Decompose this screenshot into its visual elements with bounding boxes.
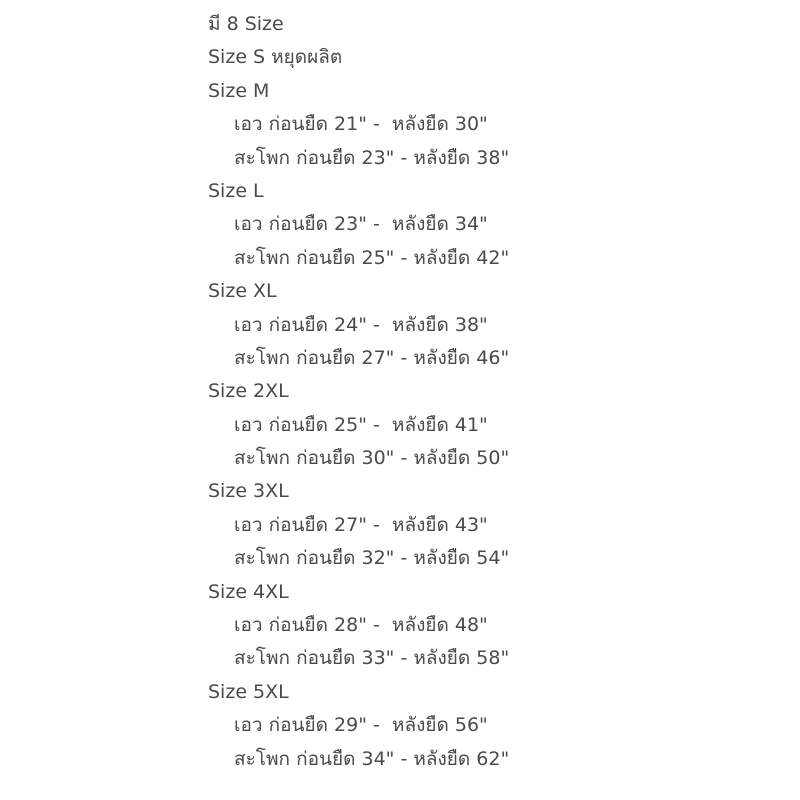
hip-measurement: สะโพก ก่อนยืด 32" - หลังยืด 54" [234,547,510,570]
hip-measurement: สะโพก ก่อนยืด 30" - หลังยืด 50" [234,447,510,470]
hip-measurement: สะโพก ก่อนยืด 25" - หลังยืด 42" [234,246,510,269]
hip-measurement: สะโพก ก่อนยืด 34" - หลังยืด 62" [234,747,510,770]
waist-measurement: เอว ก่อนยืด 23" - หลังยืด 34" [234,213,488,236]
size-heading: Size 3XL [208,480,289,503]
size-s-discontinued-line: Size S หยุดผลิต [208,46,343,69]
waist-measurement: เอว ก่อนยืด 28" - หลังยืด 48" [234,614,488,637]
waist-measurement: เอว ก่อนยืด 27" - หลังยืด 43" [234,513,488,536]
waist-measurement: เอว ก่อนยืด 25" - หลังยืด 41" [234,413,488,436]
size-block-m [208,75,768,175]
size-chart-document [208,8,768,776]
size-heading: Size 4XL [208,580,289,603]
size-count-line: มี 8 Size [208,13,284,35]
hip-measurement: สะโพก ก่อนยืด 23" - หลังยืด 38" [234,146,510,169]
waist-measurement: เอว ก่อนยืด 24" - หลังยืด 38" [234,313,488,336]
size-heading: Size M [208,79,270,102]
size-heading: Size L [208,179,264,202]
waist-measurement: เอว ก่อนยืด 21" - หลังยืด 30" [234,113,488,136]
size-heading: Size XL [208,280,277,303]
size-block-3xl [208,475,768,575]
size-block-5xl [208,676,768,776]
hip-measurement: สะโพก ก่อนยืด 27" - หลังยืด 46" [234,346,510,369]
size-block-xl [208,275,768,375]
hip-measurement: สะโพก ก่อนยืด 33" - หลังยืด 58" [234,647,510,670]
size-block-4xl [208,576,768,676]
size-block-2xl [208,375,768,475]
waist-measurement: เอว ก่อนยืด 29" - หลังยืด 56" [234,714,488,737]
size-block-l [208,175,768,275]
size-heading: Size 5XL [208,680,289,703]
size-heading: Size 2XL [208,380,289,403]
